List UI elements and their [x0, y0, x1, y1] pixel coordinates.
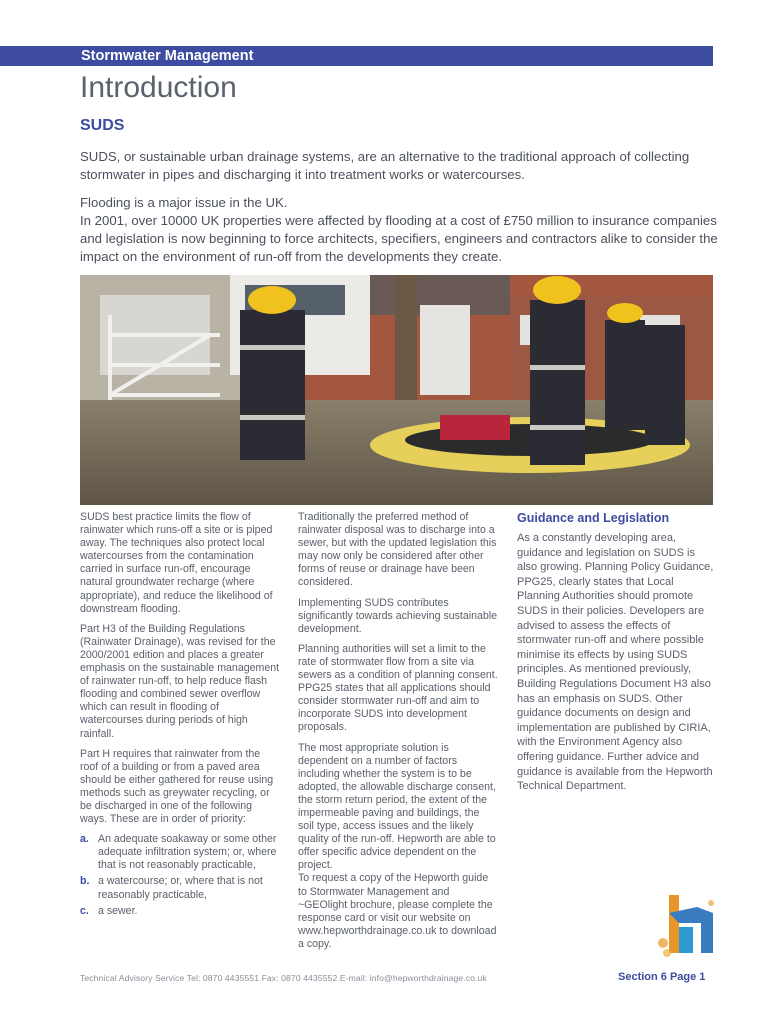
column-3: Guidance and Legislation As a constantly developing area, guidance and legislation on SUDS is also growing. Planning Policy Guidance, PPG25, clearly states that Local Planning Authorities should promote SUDS in their policies. Developers are advised to assess the effects of stormwater run-off and where possible minimise its effects by using SUDS principles. As mentioned previously, Building Regulations Document H3 also has an emphasis on SUDS. Other guidance documents on design and implementation are published by CIRIA, with the Environment Agency also offering guidance. Further advice and guidance is available from the Hepworth Technical Department. [517, 511, 717, 801]
list-item: b. a watercourse; or, where that is not reasonably practicable, [80, 875, 263, 901]
page-number: Section 6 Page 1 [618, 971, 706, 983]
page-title: Introduction [80, 71, 237, 104]
column-1: SUDS best practice limits the flow of rainwater which runs-off a site or is piped away. The techniques also protect local watercourses from the contamination carried in surface run-off, encourage natural groundwater recharge (where appropriate), and reduce the likelihood of downstream flooding. Part H3 of the Building Regulations (Rainwater Drainage), was revised for the 2000/2001 edition and places a greater emphasis on the sustainable management of rainwater run-off, to help reduce flash flooding and combined sewer overflow which can result in flooding of watercourses during periods of high rainfall. Part H requires that rainwater from the roof of a building or from a paved area should be either gathered for reuse using methods such as greywater recycling, or be discharged in one of the following ways. These are in order of priority: a. An adequate soakaway or some other adequate infiltration system; or, where that is not reasonably practicable, b. a watercourse; or, where that is not reasonably practicable, c. a sewer. [80, 511, 280, 917]
footer-contact: Technical Advisory Service Tel: 0870 4435551 Fax: 0870 4435552 E-mail: info@hepworthdrainage.co.uk [80, 973, 487, 983]
section-heading: SUDS [80, 117, 125, 134]
intro-paragraph-2: Flooding is a major issue in the UK. In 2001, over 10000 UK properties were affected by flooding at a cost of £750 million to insurance companies and legislation is now beginning to force architects, specifiers, engineers and contractors alike to consider the impact on the environment of run-off from the developments they create. [80, 195, 718, 264]
header-title: Stormwater Management [81, 48, 254, 64]
priority-list [80, 833, 280, 918]
hepworth-logo [657, 893, 717, 959]
guidance-heading: Guidance and Legislation [517, 511, 670, 525]
column-2: Traditionally the preferred method of rainwater disposal was to discharge into a sewer, but with the updated legislation this may now only be considered after other forms of reuse or drainage have been considered. Implementing SUDS contributes significantly towards achieving sustainable development. Planning authorities will set a limit to the rate of stormwater flow from a site via sewers as a condition of planning consent. PPG25 states that all applications should consider stormwater run-off and aim to incorporate SUDS into development proposals. The most appropriate solution is dependent on a number of factors including whether the system is to be adopted, the allowable discharge consent, the storm return period, the extent of the impermeable paving and buildings, the soil type, access issues and the likely quality of the run-off. Hepworth are able to offer specific advice dependent on the project. To request a copy of the Hepworth guide to Stormwater Management and ~GEOlight brochure, please complete the response card or visit our website on www.hepworthdrainage.co.uk to download a copy. [298, 511, 498, 950]
list-item: c. a sewer. [80, 904, 138, 917]
flood-rescue-photo [80, 275, 713, 505]
list-item: a. An adequate soakaway or some other adequate infiltration system; or, where that is not reasonably practicable, [80, 833, 277, 872]
header-bar [0, 46, 713, 66]
intro-paragraph-1: SUDS, or sustainable urban drainage systems, are an alternative to the traditional approach of collecting stormwater in pipes and discharging it into treatment works or watercourses. [80, 149, 690, 182]
